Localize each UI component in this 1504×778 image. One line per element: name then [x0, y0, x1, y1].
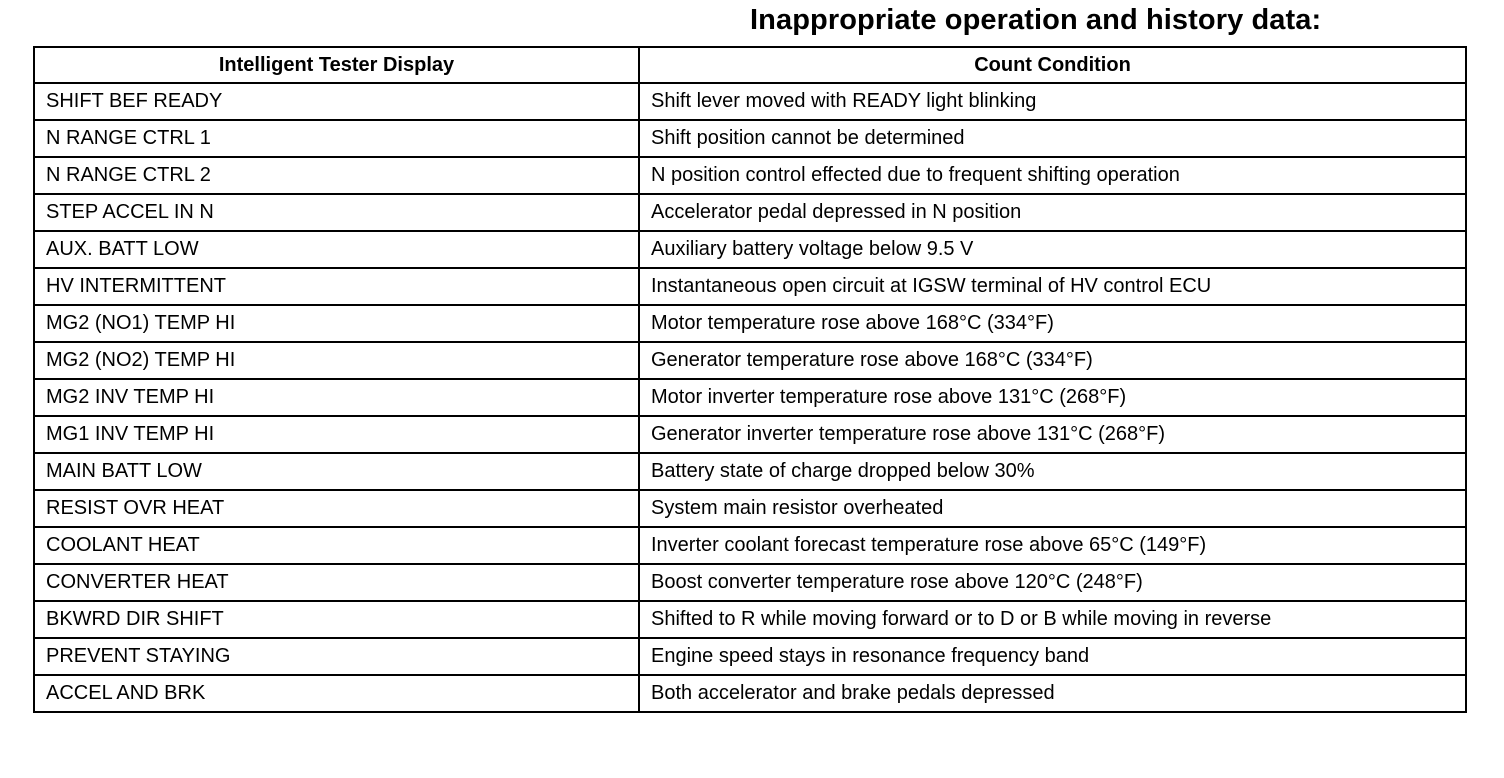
count-condition-cell: Inverter coolant forecast temperature rose above 65°C (149°F) [639, 527, 1466, 564]
count-condition-cell: Shift lever moved with READY light blinking [639, 83, 1466, 120]
count-condition-cell: Shifted to R while moving forward or to D or B while moving in reverse [639, 601, 1466, 638]
tester-display-cell: STEP ACCEL IN N [34, 194, 639, 231]
table-row [34, 490, 1466, 527]
table-row [34, 675, 1466, 712]
table-row [34, 564, 1466, 601]
header-tester-display: Intelligent Tester Display [34, 47, 639, 83]
tester-display-cell: N RANGE CTRL 1 [34, 120, 639, 157]
count-condition-cell: Generator inverter temperature rose above 131°C (268°F) [639, 416, 1466, 453]
count-condition-cell: Generator temperature rose above 168°C (334°F) [639, 342, 1466, 379]
count-condition-cell: Accelerator pedal depressed in N position [639, 194, 1466, 231]
tester-display-cell: PREVENT STAYING [34, 638, 639, 675]
tester-display-cell: CONVERTER HEAT [34, 564, 639, 601]
history-data-table [33, 46, 1467, 713]
table-row [34, 157, 1466, 194]
table-row [34, 416, 1466, 453]
table-row [34, 83, 1466, 120]
table-header-row [34, 47, 1466, 83]
page-title: Inappropriate operation and history data: [750, 4, 1322, 36]
tester-display-cell: N RANGE CTRL 2 [34, 157, 639, 194]
tester-display-cell: RESIST OVR HEAT [34, 490, 639, 527]
table-row [34, 453, 1466, 490]
count-condition-cell: Battery state of charge dropped below 30% [639, 453, 1466, 490]
table-row [34, 268, 1466, 305]
header-count-condition: Count Condition [639, 47, 1466, 83]
count-condition-cell: Both accelerator and brake pedals depressed [639, 675, 1466, 712]
tester-display-cell: MG2 INV TEMP HI [34, 379, 639, 416]
tester-display-cell: MG2 (NO2) TEMP HI [34, 342, 639, 379]
tester-display-cell: ACCEL AND BRK [34, 675, 639, 712]
table-row [34, 120, 1466, 157]
tester-display-cell: MG2 (NO1) TEMP HI [34, 305, 639, 342]
tester-display-cell: BKWRD DIR SHIFT [34, 601, 639, 638]
count-condition-cell: Auxiliary battery voltage below 9.5 V [639, 231, 1466, 268]
tester-display-cell: COOLANT HEAT [34, 527, 639, 564]
count-condition-cell: Motor inverter temperature rose above 131°C (268°F) [639, 379, 1466, 416]
count-condition-cell: Boost converter temperature rose above 120°C (248°F) [639, 564, 1466, 601]
table-row [34, 527, 1466, 564]
tester-display-cell: MG1 INV TEMP HI [34, 416, 639, 453]
count-condition-cell: Motor temperature rose above 168°C (334°F) [639, 305, 1466, 342]
table-row [34, 305, 1466, 342]
table-row [34, 231, 1466, 268]
table-row [34, 194, 1466, 231]
tester-display-cell: AUX. BATT LOW [34, 231, 639, 268]
count-condition-cell: Engine speed stays in resonance frequency band [639, 638, 1466, 675]
table-row [34, 638, 1466, 675]
count-condition-cell: System main resistor overheated [639, 490, 1466, 527]
count-condition-cell: Shift position cannot be determined [639, 120, 1466, 157]
table-row [34, 379, 1466, 416]
tester-display-cell: MAIN BATT LOW [34, 453, 639, 490]
count-condition-cell: Instantaneous open circuit at IGSW terminal of HV control ECU [639, 268, 1466, 305]
tester-display-cell: SHIFT BEF READY [34, 83, 639, 120]
table-row [34, 601, 1466, 638]
count-condition-cell: N position control effected due to frequent shifting operation [639, 157, 1466, 194]
tester-display-cell: HV INTERMITTENT [34, 268, 639, 305]
table-row [34, 342, 1466, 379]
